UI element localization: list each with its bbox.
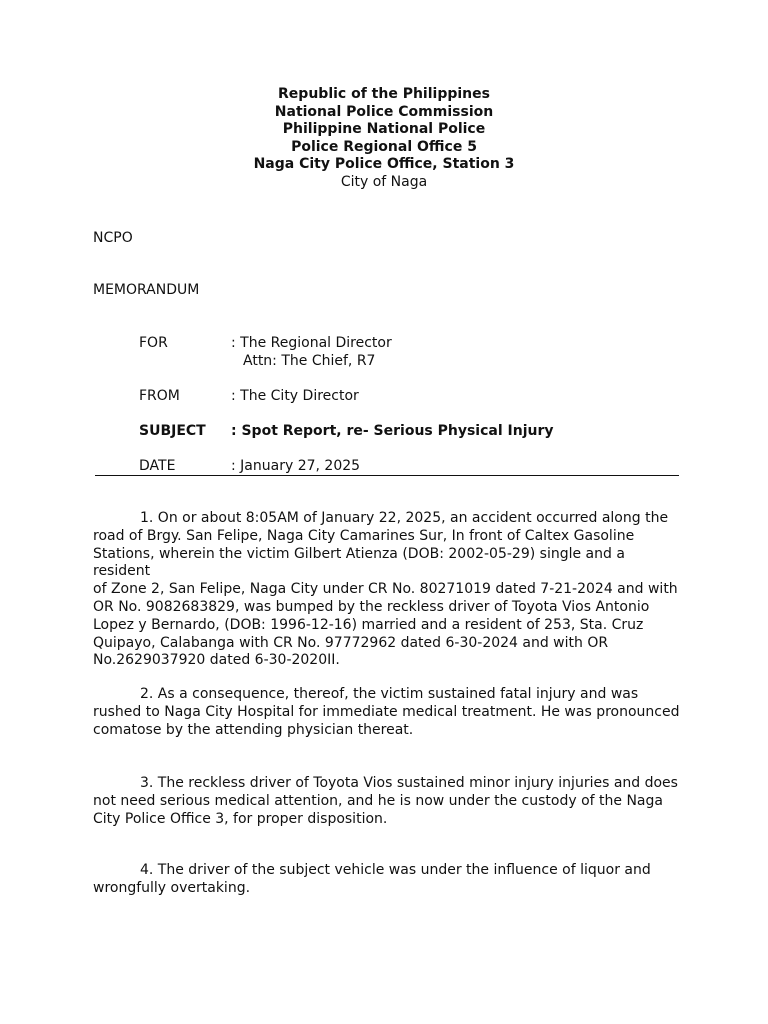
letterhead <box>0 86 768 192</box>
field-value-date: : January 27, 2025 <box>231 458 361 474</box>
letterhead-line: National Police Commission <box>274 103 494 120</box>
paragraph-line: rushed to Naga City Hospital for immediate medical treatment. He was pronounced <box>93 703 680 720</box>
field-label-from: FROM <box>139 388 180 404</box>
letterhead-line: Naga City Police Office, Station 3 <box>253 156 515 173</box>
document-type: MEMORANDUM <box>93 282 200 298</box>
office-code: NCPO <box>93 230 133 246</box>
body-paragraph-2 <box>93 686 683 739</box>
paragraph-line: Lopez y Bernardo, (DOB: 1996-12-16) married and a resident of 253, Sta. Cruz <box>93 616 644 633</box>
field-label-for: FOR <box>139 335 168 351</box>
field-value-subject: : Spot Report, re- Serious Physical Injury <box>231 423 554 439</box>
paragraph-line: of Zone 2, San Felipe, Naga City under CR No. 80271019 dated 7-21-2024 and with <box>93 581 678 598</box>
field-value-from: : The City Director <box>231 388 359 404</box>
paragraph-line: 3. The reckless driver of Toyota Vios sustained minor injury injuries and does <box>140 775 678 791</box>
letterhead-line: Police Regional Office 5 <box>291 138 477 155</box>
field-label-subject: SUBJECT <box>139 423 206 439</box>
body-paragraph-1 <box>93 510 683 670</box>
paragraph-line: 1. On or about 8:05AM of January 22, 2025, an accident occurred along the <box>140 510 669 526</box>
letterhead-city: City of Naga <box>340 173 428 190</box>
paragraph-line: Stations, wherein the victim Gilbert Atienza (DOB: 2002-05-29) single and a resident <box>93 545 625 580</box>
paragraph-line: not need serious medical attention, and he is now under the custody of the Naga <box>93 792 663 809</box>
paragraph-line: 2. As a consequence, thereof, the victim sustained fatal injury and was <box>140 686 639 702</box>
body-paragraph-4 <box>93 862 683 898</box>
paragraph-line: road of Brgy. San Felipe, Naga City Camarines Sur, In front of Caltex Gasoline <box>93 527 635 544</box>
field-value-for: : The Regional Director <box>231 335 392 351</box>
paragraph-line: wrongfully overtaking. <box>93 879 251 896</box>
paragraph-line: comatose by the attending physician thereat. <box>93 721 414 738</box>
paragraph-line: No.2629037920 dated 6-30-2020II. <box>93 652 340 669</box>
paragraph-line: Quipayo, Calabanga with CR No. 97772962 dated 6-30-2024 and with OR <box>93 634 609 651</box>
field-label-date: DATE <box>139 458 176 474</box>
paragraph-line: City Police Office 3, for proper disposition. <box>93 810 388 827</box>
paragraph-line: OR No. 9082683829, was bumped by the reckless driver of Toyota Vios Antonio <box>93 598 650 615</box>
body-paragraph-3 <box>93 775 683 828</box>
paragraph-line: 4. The driver of the subject vehicle was under the influence of liquor and <box>140 862 651 878</box>
letterhead-line: Philippine National Police <box>282 121 486 138</box>
header-divider <box>95 475 679 476</box>
letterhead-line: Republic of the Philippines <box>278 86 490 102</box>
field-value-for-attention: Attn: The Chief, R7 <box>243 353 376 369</box>
